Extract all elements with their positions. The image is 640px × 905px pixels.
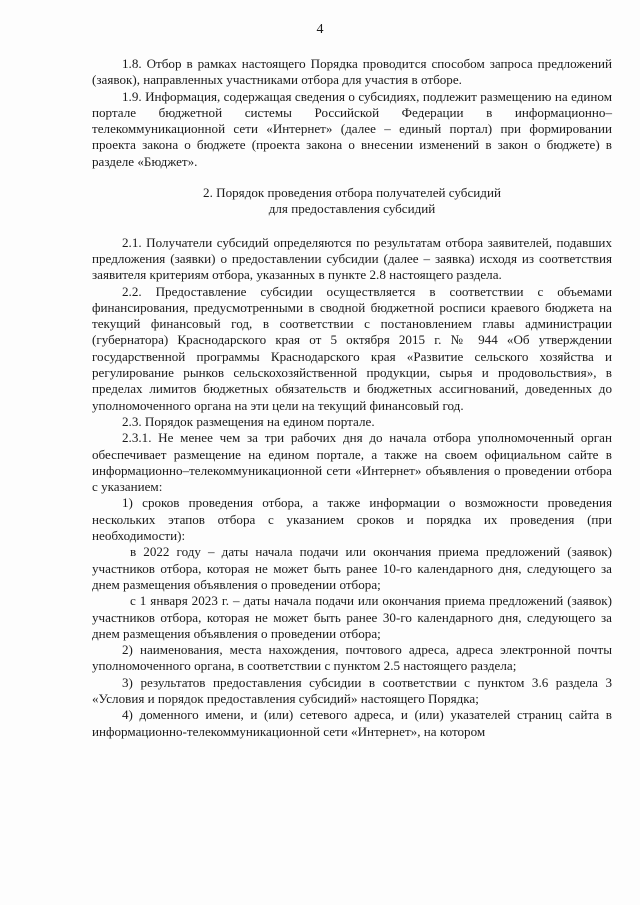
paragraph-1-9: 1.9. Информация, содержащая сведения о субсидиях, подлежит размещению на едином портале бюджетной системы Российской Федерации в информационно–телекоммуникационной сети «Интернет» (далее – единый портал) при формировании проекта закона о бюджете (проекта закона о внесении изменений в закон о бюджете) в разделе «Бюджет». [92, 88, 612, 169]
list-item-4: 4) доменного имени, и (или) сетевого адреса, и (или) указателей страниц сайта в информационно-телекоммуникационной сети «Интернет», на котором [92, 707, 612, 739]
list-item-1-2023: с 1 января 2023 г. – даты начала подачи или окончания приема предложений (заявок) участников отбора, которая не может быть ранее 30-го календарного дня, следующего за днем размещения объявления о проведении отбора; [92, 593, 612, 641]
paragraph-2-1: 2.1. Получатели субсидий определяются по результатам отбора заявителей, подавших предложения (заявки) о предоставлении субсидии (далее – заявка) исходя из соответствия заявителя критериям отбора, указанных в пункте 2.8 настоящего раздела. [92, 234, 612, 283]
paragraph-2-2: 2.2. Предоставление субсидии осуществляется в соответствии с объемами финансирования, предусмотренными в сводной бюджетной росписи краевого бюджета на текущий финансовый год, в соответствии с постановлением главы администрации (губернатора) Краснодарского края от 5 октября 2015 г. № 944 «Об утверждении государственной программы Краснодарского края «Развитие сельского хозяйства и регулирование рынков сельскохозяйственной продукции, сырья и продовольствия», в пределах лимитов бюджетных обязательств и бюджетных ассигнований, доведенных до уполномоченного органа на эти цели на текущий финансовый год. [92, 283, 612, 413]
document-body [92, 56, 612, 740]
section-heading-line-2: для предоставления субсидий [268, 201, 436, 217]
list-item-2: 2) наименования, места нахождения, почтового адреса, адреса электронной почты уполномоченного органа, в соответствии с пунктом 2.5 настоящего раздела; [92, 642, 612, 674]
paragraph-2-3-1: 2.3.1. Не менее чем за три рабочих дня до начала отбора уполномоченный орган обеспечивает размещение на едином портале, а также на своем официальном сайте в информационно–телекоммуникационной сети «Интернет» объявления о проведении отбора с указанием: [92, 430, 612, 495]
section-heading-line-1: 2. Порядок проведения отбора получателей субсидий [203, 185, 501, 201]
section-heading [92, 185, 612, 218]
list-item-1-2022: в 2022 году – даты начала подачи или окончания приема предложений (заявок) участников отбора, которая не может быть ранее 10-го календарного дня, следующего за днем размещения объявления о проведении отбора; [92, 544, 612, 592]
paragraph-2-3: 2.3. Порядок размещения на едином портале. [122, 413, 375, 429]
list-item-3: 3) результатов предоставления субсидии в соответствии с пунктом 3.6 раздела 3 «Условия и порядок предоставления субсидий» настоящего Порядка; [92, 674, 612, 706]
page-number: 4 [316, 22, 324, 37]
list-item-1: 1) сроков проведения отбора, а также информации о возможности проведения нескольких этапов отбора с указанием сроков и порядка их проведения (при необходимости): [92, 495, 612, 544]
paragraph-1-8: 1.8. Отбор в рамках настоящего Порядка проводится способом запроса предложений (заявок), направленных участниками отбора для участия в отборе. [92, 56, 612, 88]
